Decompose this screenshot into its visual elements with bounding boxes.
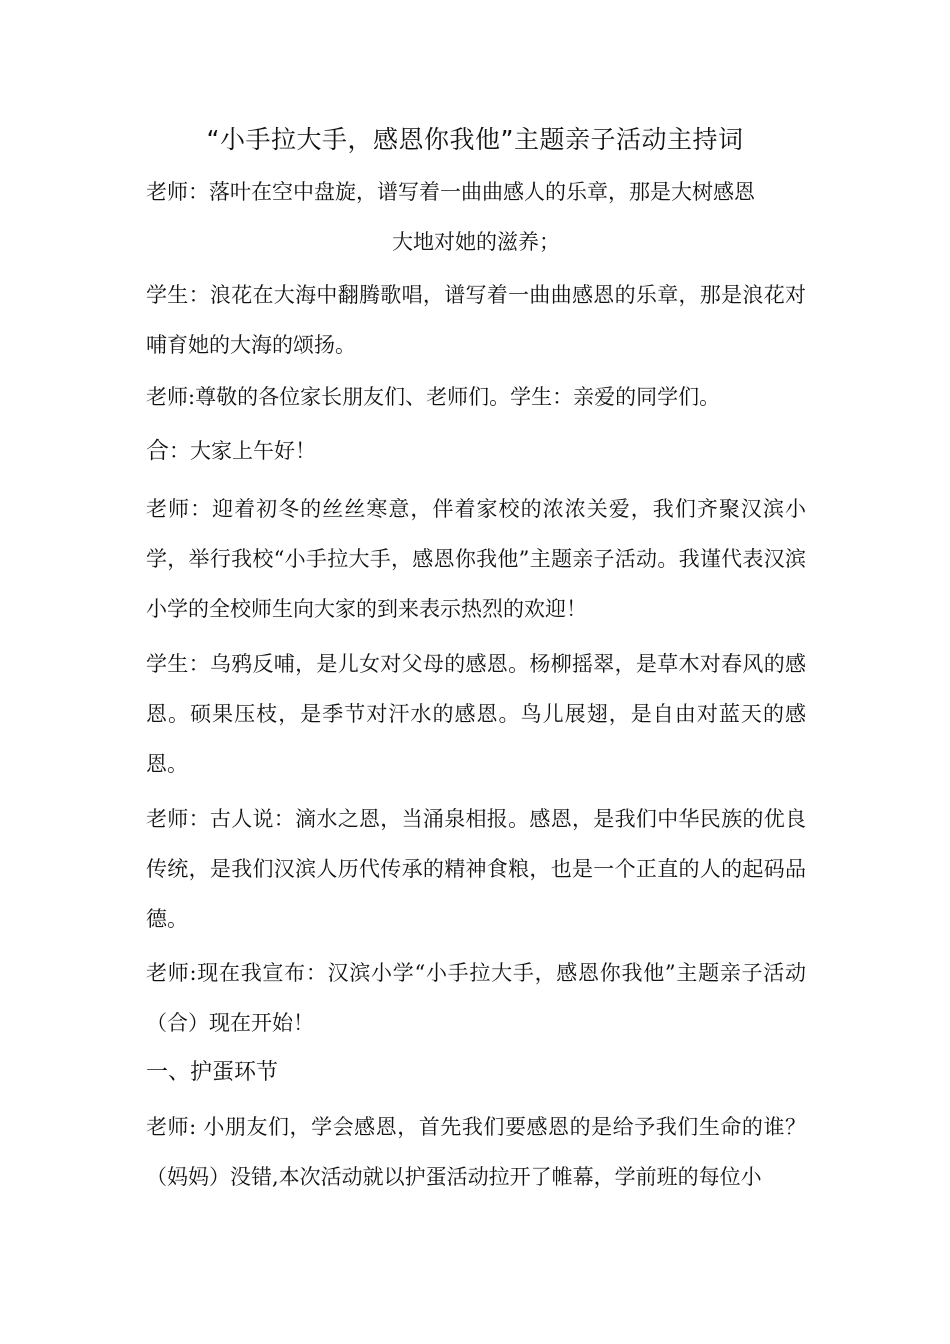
paragraph-teacher-opening-line1: 老师：落叶在空中盘旋，谱写着一曲曲感人的乐章，那是大树感恩 <box>146 180 755 204</box>
paragraph-teacher-egg-intro: 老师: 小朋友们，学会感恩，首先我们要感恩的是给予我们生命的谁？（妈妈）没错,本次活动就以护蛋活动拉开了帷幕，学前班的每位小 <box>146 1115 806 1189</box>
paragraph-student-gratitude: 学生：乌鸦反哺，是儿女对父母的感恩。杨柳摇翠，是草木对春风的感恩。硕果压枝，是季节对汗水的感恩。鸟儿展翅，是自由对蓝天的感恩。 <box>146 652 806 776</box>
paragraph-together-greeting <box>146 426 806 476</box>
document-title: “小手拉大手，感恩你我他”主题亲子活动主持词 <box>206 125 744 154</box>
together-text: ：大家上午好！ <box>169 439 316 463</box>
paragraph-teacher-welcome: 老师：迎着初冬的丝丝寒意，伴着家校的浓浓关爱，我们齐聚汉滨小学，举行我校“小手拉大手，感恩你我他”主题亲子活动。我谨代表汉滨小学的全校师生向大家的到来表示热烈的欢迎！ <box>146 497 806 621</box>
paragraph-teacher-tradition: 老师：古人说：滴水之恩，当涌泉相报。感恩，是我们中华民族的优良传统，是我们汉滨人历代传承的精神食粮，也是一个正直的人的起码品德。 <box>146 807 806 931</box>
paragraph-teacher-announcement: 老师:现在我宣布：汉滨小学“小手拉大手，感恩你我他”主题亲子活动（合）现在开始！ <box>146 961 806 1035</box>
section-heading-egg: 一、护蛋环节 <box>146 1060 279 1085</box>
paragraph-teacher-greeting: 老师:尊敬的各位家长朋友们、老师们。学生：亲爱的同学们。 <box>146 385 721 409</box>
paragraph-teacher-opening-line2: 大地对她的滋养； <box>392 230 560 254</box>
together-label: 合 <box>146 438 169 464</box>
paragraph-student-opening: 学生：浪花在大海中翻腾歌唱，谱写着一曲曲感恩的乐章，那是浪花对哺育她的大海的颂扬。 <box>146 283 806 357</box>
